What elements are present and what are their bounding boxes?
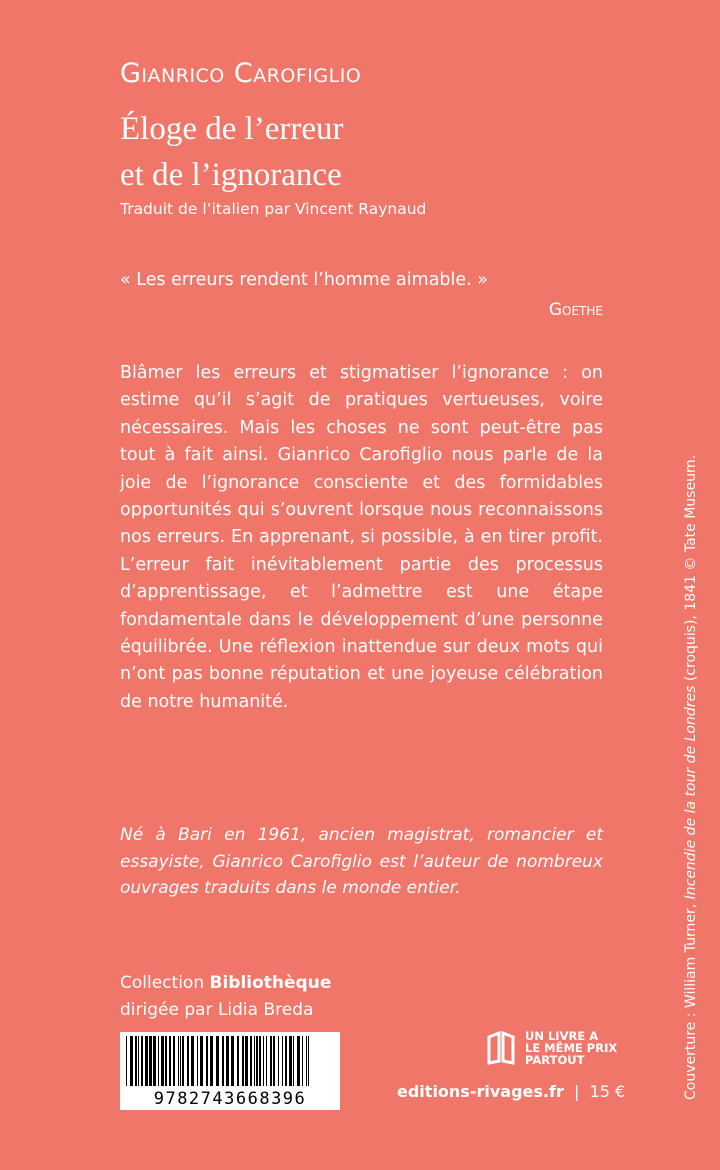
epigraph-quote: « Les erreurs rendent l’homme aimable. »	[120, 270, 488, 290]
barcode-bar	[256, 1036, 258, 1086]
barcode-bar	[237, 1036, 239, 1086]
barcode-bar	[278, 1036, 279, 1086]
author-bio: Né à Bari en 1961, ancien magistrat, romancier et essayiste, Gianrico Carofiglio est l’auteur de nombreux ouvrages traduits dans le monde entier.	[120, 825, 603, 898]
barcode-bar	[210, 1036, 213, 1086]
barcode-bar	[245, 1036, 248, 1086]
collection-info	[120, 970, 331, 1024]
prix-line: UN LIVRE A	[525, 1029, 599, 1043]
collection-name: Bibliothèque	[209, 973, 332, 993]
barcode-bar	[216, 1036, 219, 1086]
epigraph-attribution: Goethe	[548, 300, 603, 320]
barcode-bar	[187, 1036, 189, 1086]
barcode-bar	[285, 1036, 287, 1086]
barcode-bar	[266, 1036, 267, 1086]
barcode-bar	[242, 1036, 244, 1086]
barcode-bar	[149, 1036, 152, 1086]
barcode-bar	[254, 1036, 255, 1086]
barcode-bar	[173, 1036, 175, 1086]
barcode-bar	[259, 1036, 261, 1086]
barcode-bar	[293, 1036, 294, 1086]
barcode-bar	[180, 1036, 181, 1086]
barcode-bar	[270, 1036, 272, 1086]
barcode-bar	[289, 1036, 292, 1086]
cover-credit: Couverture : William Turner, Incendie de la tour de Londres (croquis), 1841 © Tate Museum.	[683, 454, 699, 1100]
prix-unique-badge	[487, 1030, 617, 1066]
collection-director: dirigée par Lidia Breda	[120, 1000, 314, 1020]
barcode-bar	[282, 1036, 283, 1086]
title-line: et de l’ignorance	[120, 157, 342, 193]
website-link[interactable]: editions-rivages.fr	[397, 1082, 564, 1101]
barcode-bar	[145, 1036, 148, 1086]
barcode-bar	[302, 1036, 303, 1086]
barcode-bars	[126, 1036, 334, 1086]
barcode-bar	[165, 1036, 167, 1086]
barcode-bar	[197, 1036, 198, 1086]
barcode-bar	[297, 1036, 300, 1086]
collection-prefix: Collection	[120, 973, 210, 993]
barcode-bar	[308, 1036, 309, 1086]
barcode-bar	[126, 1036, 127, 1086]
author-name: Gianrico Carofiglio	[120, 58, 362, 89]
prix-line: PARTOUT	[525, 1053, 585, 1067]
title-line: Éloge de l’erreur	[120, 111, 344, 147]
barcode-bar	[226, 1036, 229, 1086]
barcode-bar	[141, 1036, 143, 1086]
barcode-bar	[263, 1036, 264, 1086]
isbn-number: 9782743668396	[153, 1089, 307, 1109]
separator: |	[568, 1082, 585, 1101]
isbn-barcode	[120, 1032, 340, 1110]
barcode-bar	[231, 1036, 234, 1086]
barcode-bar	[158, 1036, 159, 1086]
prix-line: LE MÊME PRIX	[525, 1041, 618, 1055]
book-price-logo-icon	[487, 1031, 517, 1065]
barcode-bar	[178, 1036, 179, 1086]
footer-line	[397, 1082, 625, 1101]
barcode-bar	[130, 1036, 133, 1086]
barcode-bar	[169, 1036, 171, 1086]
book-title	[120, 106, 344, 198]
blurb-text: Blâmer les erreurs et stigmatiser l’ignorance : on estime qu’il s’agit de pratiques vertueuses, voire nécessaires. Mais les choses ne sont peut-être pas tout à fait ainsi. Gianrico Carofiglio nous parle de la joie de l’ignorance consciente et des formidables opportunités qui s’ouvrent lorsque nous reconnaissons nos erreurs. En apprenant, si possible, à en tirer profit. L’erreur fait inévitablement partie des processus d’apprentissage, et l’admettre est une étape fondamentale dans le développement d’une personne équilibrée. Une réflexion inattendue sur deux mots qui n’ont pas bonne réputation et une joyeuse célébration de notre humanité.	[120, 363, 603, 712]
barcode-bar	[206, 1036, 208, 1086]
price: 15 €	[589, 1082, 626, 1101]
barcode-bar	[153, 1036, 156, 1086]
barcode-bar	[222, 1036, 224, 1086]
barcode-bar	[273, 1036, 275, 1086]
barcode-bar	[182, 1036, 184, 1086]
barcode-bar	[250, 1036, 252, 1086]
translator-credit: Traduit de l’italien par Vincent Raynaud	[120, 200, 427, 218]
barcode-bar	[306, 1036, 307, 1086]
barcode-bar	[191, 1036, 194, 1086]
barcode-bar	[135, 1036, 137, 1086]
barcode-bar	[200, 1036, 203, 1086]
barcode-bar	[138, 1036, 139, 1086]
barcode-bar	[161, 1036, 164, 1086]
